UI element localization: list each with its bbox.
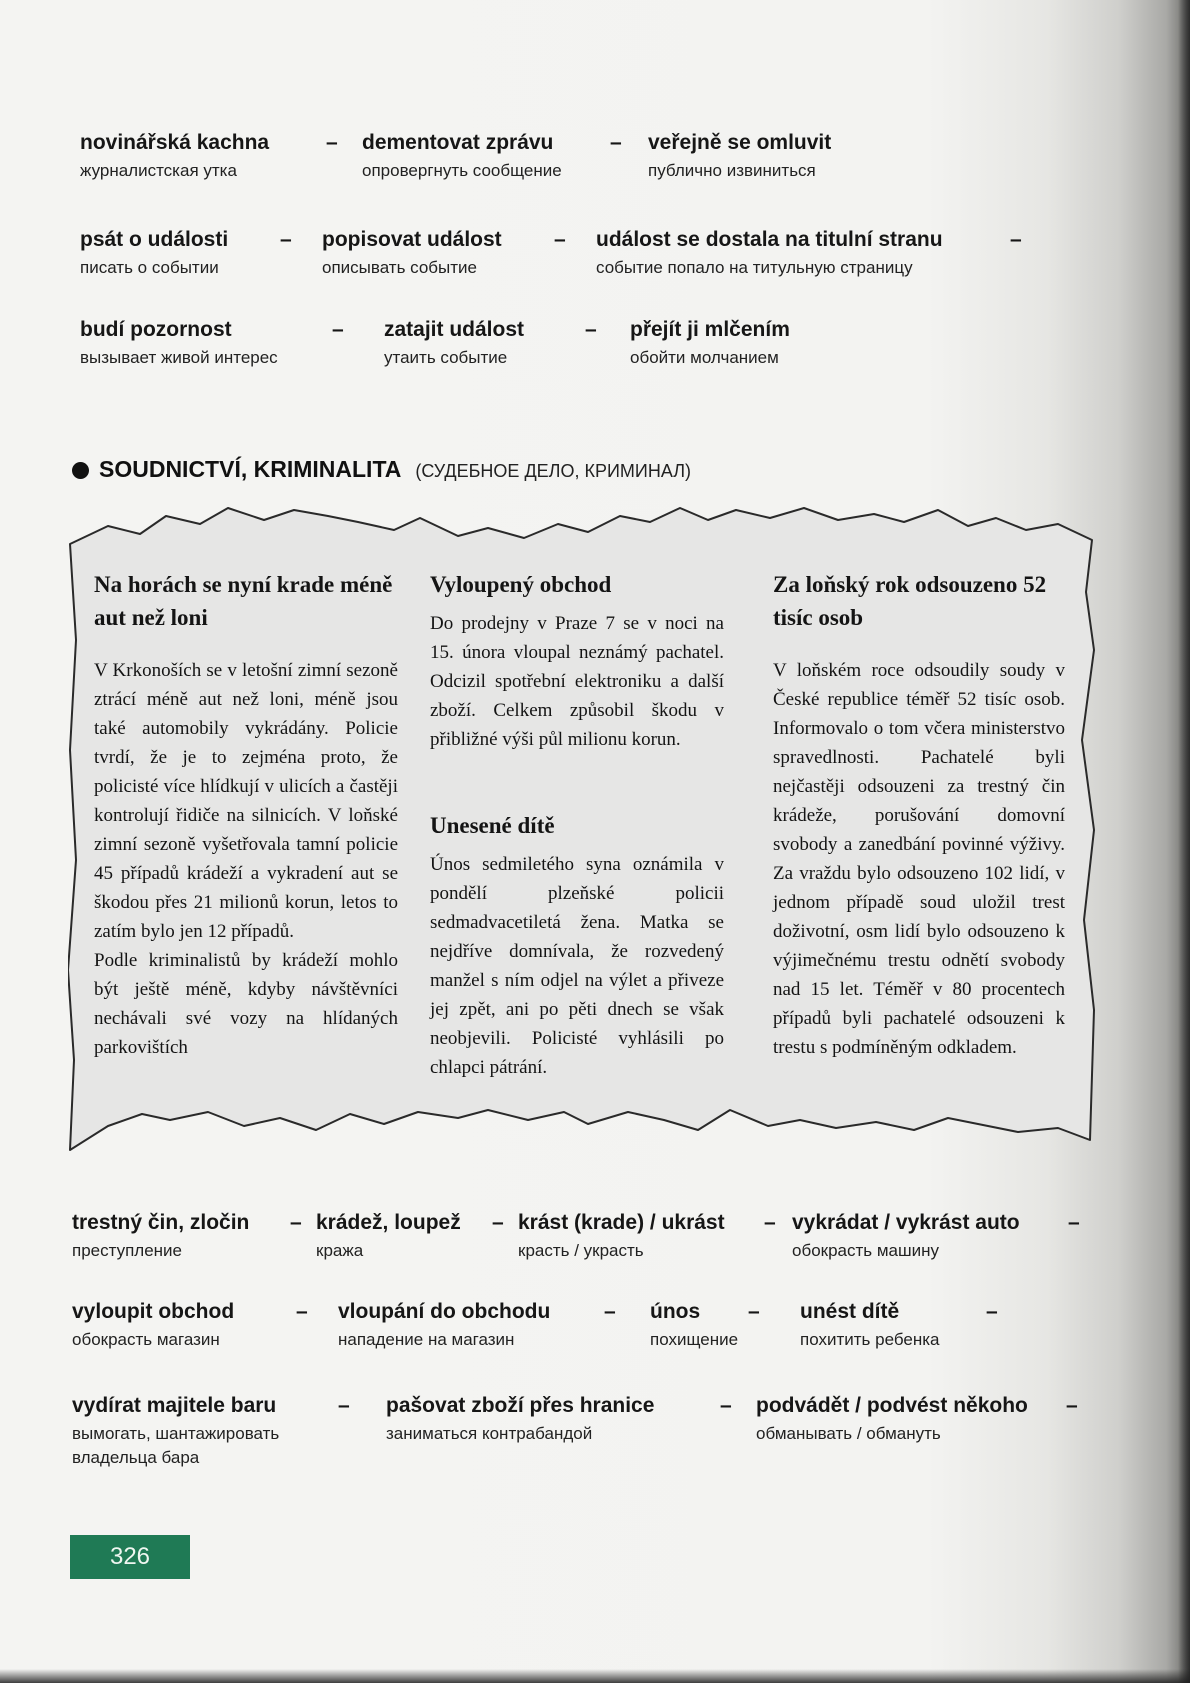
dash: – [338,1394,350,1417]
vocab-term: událost se dostala na titulní stranu событие попало на титульную страницу [596,228,943,277]
vocab-term: unést dítě похитить ребенка [800,1300,940,1349]
article-car-thefts [94,568,398,1062]
vocab-term: krást (krade) / ukrást красть / украсть [518,1211,725,1260]
dash: – [554,228,566,251]
vocab-term: krádež, loupež кража [316,1211,461,1260]
vocab-term: zatajit událost утаить событие [384,318,525,367]
vocab-term: budí pozornost вызывает живой интерес [80,318,278,367]
vocab-term: vyloupit obchod обокрасть магазин [72,1300,235,1349]
article-robbed-shop [430,568,724,754]
dash: – [748,1300,760,1323]
dash: – [610,131,622,154]
news-clippings-box [68,500,1098,1160]
article-headline: Na horách se nyní krade méně aut než loni [94,572,393,630]
article-body: V loňském roce odsoudily soudy v České republice téměř 52 tisíc osob. Informovalo o tom včera ministerstvo spravedlnosti. Pachatelé byli nejčastěji odsouzeni za trestný čin krádeže, porušování domovní svobody a zanedbání povinné výživy. Za vraždu bylo odsouzeno 102 lidí, v jednom případě soud uložil trest doživotní, osm lidí bylo odsouzeno k výjimečnému trestu odnětí svobody nad 15 let. Téměř v 80 procentech případů byli pachatelé odsouzeni k trestu s podmíněným odkladem. [773,660,1065,1058]
dash: – [492,1211,504,1234]
vocab-term: vydírat majitele baru вымогать, шантажировать владельца бара [72,1394,280,1467]
dash: – [585,318,597,341]
vocab-term: vloupání do obchodu нападение на магазин [338,1300,551,1349]
section-subtitle: (СУДЕБНОЕ ДЕЛО, КРИМИНАЛ) [415,461,692,481]
vocab-term: únos похищение [650,1300,739,1349]
bullet-icon [72,462,89,479]
vocab-term: trestný čin, zločin преступление [72,1211,250,1260]
page-edge-shadow [1178,0,1190,1683]
dash: – [290,1211,302,1234]
section-title: SOUDNICTVÍ, KRIMINALITA [99,456,402,482]
article-convictions [773,568,1065,1062]
dash: – [1068,1211,1080,1234]
section-heading [72,456,691,483]
article-headline: Unesené dítě [430,813,555,838]
article-kidnapped-child [430,809,724,1082]
vocab-term: pašovat zboží přes hranice заниматься контрабандой [386,1394,655,1443]
page-bottom-shadow [0,1669,1190,1683]
vocab-term: veřejně se omluvit публично извиниться [648,131,832,180]
article-body: Do prodejny v Praze 7 se v noci na 15. února vloupal neznámý pachatel. Odcizil spotřební elektroniku a další zboží. Celkem způsobil škodu v přibližné výši půl milionu korun. [430,613,724,750]
dash: – [986,1300,998,1323]
dash: – [332,318,344,341]
article-headline: Za loňský rok odsouzeno 52 tisíc osob [773,572,1047,630]
dash: – [1066,1394,1078,1417]
vocab-term: dementovat zprávu опровергнуть сообщение [362,131,562,180]
article-body-continued: Podle kriminalistů by krádeží mohlo být ještě méně, kdyby návštěvníci nechávali své vozy na hlídaných parkovištích [94,950,398,1058]
article-body: V Krkonoších se v letošní zimní sezoně ztrácí méně aut než loni, méně jsou také automobily vykrádány. Policie tvrdí, že je to zejména proto, že policisté více hlídkují v ulicích a častěji kontrolují řidiče na silnicích. V loňské zimní sezoně vyšetřovala tamní policie 45 případů krádeží a vykradení aut se škodou přes 21 milionů korun, letos to zatím bylo jen 12 případů. [94,660,398,942]
dash: – [280,228,292,251]
dash: – [296,1300,308,1323]
dash: – [604,1300,616,1323]
dash: – [720,1394,732,1417]
article-headline: Vyloupený obchod [430,572,612,597]
dash: – [764,1211,776,1234]
dash: – [326,131,338,154]
vocab-term: přejít ji mlčením обойти молчанием [630,318,790,367]
article-body: Únos sedmiletého syna oznámila v pondělí plzeňské policii sedmadvacetiletá žena. Matka se nejdříve domnívala, že rozvedený manžel s ním odjel na výlet a přiveze jej zpět, ani po pěti dnech se však neobjevili. Policisté vyhlásili po chlapci pátrání. [430,854,724,1078]
vocab-term: vykrádat / vykrást auto обокрасть машину [792,1211,1020,1260]
vocab-term: psát o události писать о событии [80,228,229,277]
dash: – [1010,228,1022,251]
vocab-term: podvádět / podvést někoho обманывать / обмануть [756,1394,1028,1443]
page-number: 326 [70,1535,190,1579]
vocab-term: novinářská kachna журналистская утка [80,131,270,180]
vocab-term: popisovat událost описывать событие [322,228,502,277]
